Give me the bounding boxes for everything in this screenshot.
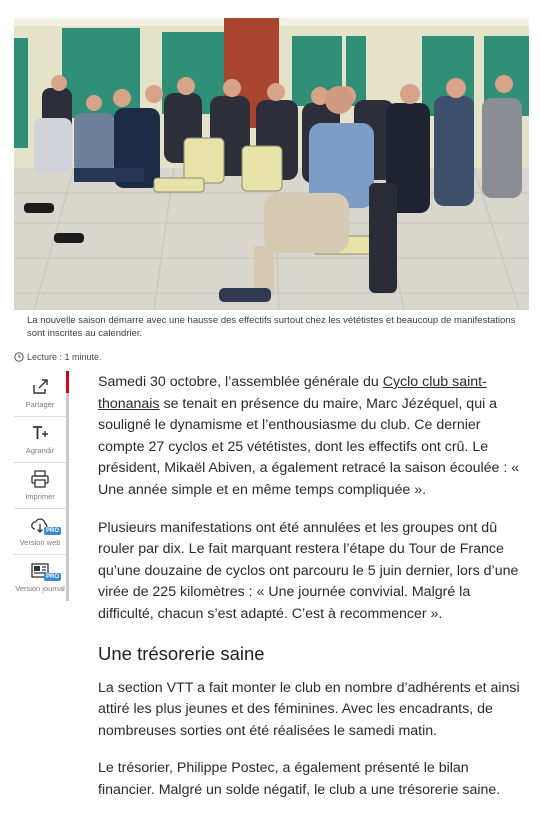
article-body	[98, 372, 528, 818]
printer-icon	[30, 469, 50, 489]
reading-time	[14, 352, 102, 362]
enlarge-label: Agrandir	[25, 446, 55, 455]
share-label: Partager	[25, 400, 55, 409]
pro-badge: PRO	[45, 574, 59, 580]
clock-icon	[14, 352, 24, 362]
print-label: Imprimer	[25, 492, 55, 501]
article-toolbar	[14, 371, 69, 601]
photo-caption: La nouvelle saison démarre avec une hausse des effectifs surtout chez les vététistes et beaucoup de manifestations sont inscrites au calendrier.	[27, 315, 516, 339]
paragraph-4: Le trésorier, Philippe Postec, a également présenté le bilan financier. Malgré un solde négatif, le club a une trésorerie saine.	[98, 760, 501, 798]
journal-version-label: Version journal	[15, 584, 65, 593]
text-size-icon	[30, 423, 50, 443]
paragraph-2: Plusieurs manifestations ont été annulées et les groupes ont dû rouler par dix. Le fait marquant restera l’étape du Tour de France qu’une douzaine de cyclos ont parcouru le 5 juin dernier, lors d’une virée de 225 kilomètres : « Une journée convivial. Malgré la difficulté, chacun s’est adapté. C’est à recommencer ».	[98, 519, 519, 622]
paragraph-1-start: Samedi 30 octobre, l’assemblée générale du	[98, 374, 383, 390]
article-photo	[14, 18, 529, 310]
reading-time-label: Lecture : 1 minute.	[27, 352, 102, 362]
paragraph-1-end: se tenait en présence du maire, Marc Jézéquel, qui a souligné le dynamisme et l’enthousiasme du club. Ce dernier compte 27 cyclos et 25 vététistes, dont les effectifs ont crû. Le président, Mikaël Abiven, a également retracé la saison écoulée : « Une année simple et en même temps compliquée ».	[98, 395, 520, 498]
club-link[interactable]: Cyclo club saint-thonanais	[98, 374, 487, 412]
section-heading: Une trésorerie saine	[98, 642, 265, 664]
share-button[interactable]	[14, 371, 66, 417]
pro-badge: PRO	[45, 528, 59, 534]
paragraph-1	[98, 372, 528, 502]
enlarge-text-button[interactable]	[14, 417, 66, 463]
journal-version-button[interactable]	[14, 555, 66, 601]
web-version-button[interactable]	[14, 509, 66, 555]
paragraph-3: La section VTT a fait monter le club en nombre d’adhérents et ainsi attiré les plus jeunes et des féminines. Avec les encadrants, de nombreuses sorties ont été réalisées le samedi matin.	[98, 679, 520, 739]
toolbar-accent	[66, 371, 69, 393]
web-version-label: Version web	[19, 538, 61, 547]
print-button[interactable]	[14, 463, 66, 509]
share-icon	[30, 377, 50, 397]
